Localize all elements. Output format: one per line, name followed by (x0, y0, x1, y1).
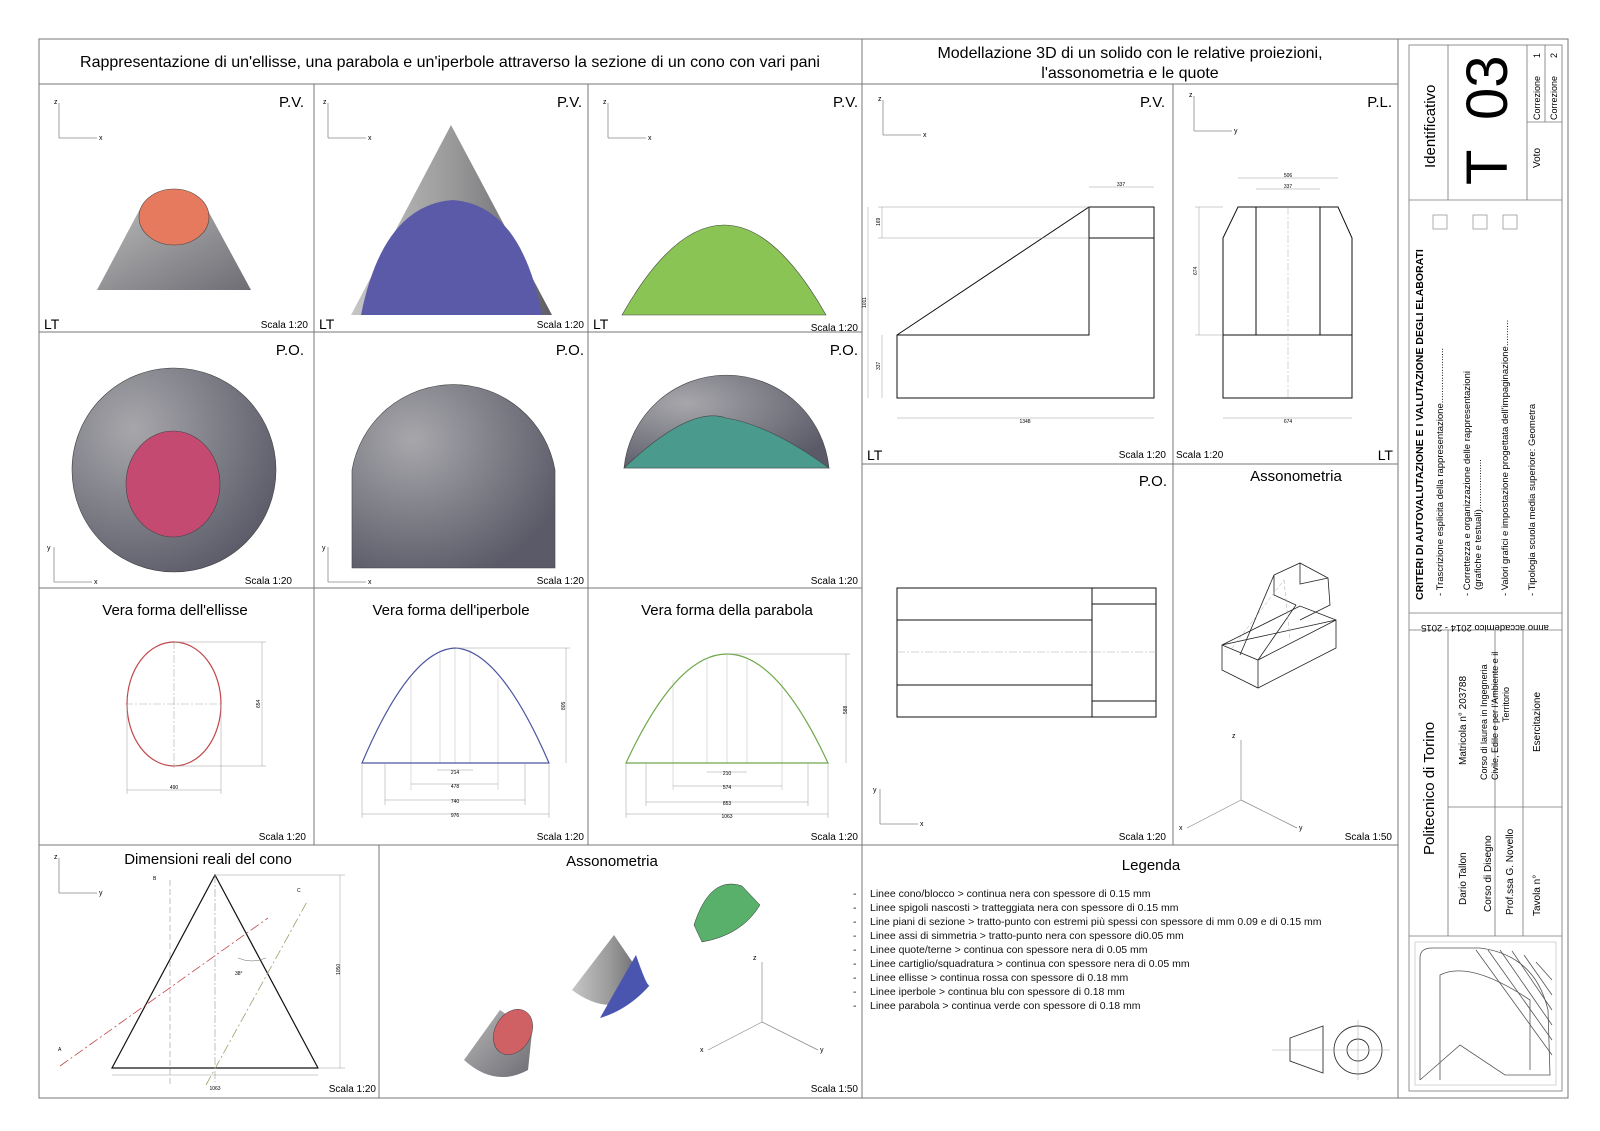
scale-label: Scala 1:20 (258, 832, 306, 843)
true-parabola-view (626, 602, 858, 843)
professor-name: Prof.ssa G. Novello (1505, 828, 1516, 915)
view-title: Vera forma dell'iperbole (372, 602, 530, 619)
view-label-pl: P.L. (1367, 94, 1392, 111)
axis-triad (59, 103, 97, 138)
axis-x-label: x (94, 579, 98, 586)
corso-laurea-1: Corso di laurea in Ingegneria (1479, 664, 1489, 780)
legend-item: - Linee spigoli nascosti > tratteggiata nera con spessore di 0.15 mm (870, 901, 1321, 915)
anno-accademico: anno accademico 2014 - 2015 (1421, 622, 1549, 633)
scale-label: Scala 1:20 (810, 576, 858, 587)
axis-triad (54, 547, 92, 582)
dim-674b: 674 (1283, 419, 1293, 425)
scale-label: Scala 1:20 (328, 1084, 376, 1095)
dim-805: 805 (561, 701, 567, 710)
solid-front-profile (897, 207, 1154, 398)
section-label-c: C (297, 888, 301, 894)
parabola-section (622, 225, 826, 315)
view-title: Assonometria (1250, 468, 1342, 485)
dimension-lines (362, 648, 570, 818)
criterio-2a: - Correttezza e organizzazione delle rappresentazioni (1462, 371, 1473, 596)
corso-laurea-2: Civile, Edile e per l'Ambiente e il (1490, 651, 1500, 780)
axis-triad (59, 858, 97, 893)
legend-item: - Linee iperbole > continua blu con spessore di 0.18 mm (870, 985, 1321, 999)
solid-axonometric-drawing (1222, 563, 1336, 688)
view-label-po: P.O. (275, 342, 304, 359)
axis-triad (880, 789, 918, 824)
scale-label: Scala 1:20 (536, 832, 584, 843)
left-section-title: Rappresentazione di un'ellisse, una parabola e un'iperbole attraverso la sezione di un cono con vari pani (80, 54, 820, 71)
true-ellipse-view (102, 602, 306, 843)
checkboxes (1433, 215, 1517, 229)
legend-item: - Linee ellisse > continua rossa con spessore di 0.18 mm (870, 971, 1321, 985)
axis-triad-3d (1187, 740, 1297, 828)
axis-z-label: z (1232, 733, 1236, 740)
dim-1063: 1063 (209, 1086, 221, 1092)
view-label-pv: P.V. (556, 94, 582, 111)
axis-triad (328, 103, 366, 138)
tavola-number: 03 (1455, 55, 1520, 120)
angle-label: 38° (235, 971, 243, 977)
esercitazione-label: Esercitazione (1532, 691, 1543, 752)
axis-y-label: y (1234, 128, 1238, 135)
identificativo-label: Identificativo (1422, 84, 1439, 168)
view-title: Dimensioni reali del cono (124, 851, 292, 868)
corso-laurea-3: Territorio (1501, 686, 1511, 722)
dim-214: 214 (450, 770, 460, 776)
axis-x-label: x (920, 821, 924, 828)
po-parabola-view (624, 342, 858, 587)
scale-label: Scala 1:20 (536, 320, 584, 331)
view-label-pv: P.V. (278, 94, 304, 111)
pv-ellipse-view (44, 94, 308, 332)
dim-674: 674 (1193, 266, 1199, 275)
dim-210: 210 (722, 771, 732, 777)
axis-y-label: y (820, 1047, 824, 1054)
ellipse-section-top (126, 431, 220, 537)
pv-hyperbola-view (319, 94, 584, 332)
view-label-po: P.O. (1138, 473, 1167, 490)
cone-axonometry-view (464, 853, 858, 1095)
solid-axonometry-view (1179, 468, 1392, 843)
scale-label: Scala 1:50 (1344, 832, 1392, 843)
dim-337: 337 (1116, 182, 1126, 188)
correzione-1-number: 1 (1532, 52, 1542, 58)
axis-y-label: y (322, 545, 326, 552)
solid-po-view (873, 473, 1167, 843)
dim-574: 574 (722, 785, 732, 791)
tavola-letter: T (1455, 149, 1520, 185)
solid-top-profile (897, 588, 1156, 717)
axis-triad (608, 103, 646, 138)
section-plane-a (60, 918, 268, 1066)
dim-490: 490 (169, 785, 179, 791)
axis-z-label: z (54, 854, 58, 861)
axis-y-label: y (47, 545, 51, 552)
legend-item: - Linee cono/blocco > continua nera con spessore di 0.15 mm (870, 887, 1321, 901)
dim-337b: 337 (876, 361, 882, 370)
scale-label: Scala 1:20 (1176, 450, 1224, 461)
dim-1011: 1011 (862, 297, 868, 308)
view-label-po: P.O. (555, 342, 584, 359)
axis-x-label: x (700, 1047, 704, 1054)
hyperbola-true-shape (362, 648, 549, 763)
scale-label: Scala 1:20 (810, 323, 858, 334)
lt-label: LT (867, 447, 883, 463)
lt-label: LT (1377, 447, 1393, 463)
sheet-frame (39, 39, 1568, 1098)
correzione-1-label: Correzione (1532, 75, 1542, 120)
dim-654: 654 (256, 699, 262, 708)
projection-symbol (1272, 1020, 1390, 1080)
dimension-lines (127, 642, 266, 794)
axis-y-label: y (873, 787, 877, 794)
dim-588: 588 (843, 705, 849, 714)
solid-side-profile (1223, 207, 1352, 398)
dim-1348: 1348 (1019, 419, 1031, 425)
dim-976: 976 (450, 813, 460, 819)
scale-label: Scala 1:20 (260, 320, 308, 331)
axis-triad (883, 100, 921, 135)
legend-list (870, 887, 1321, 1013)
true-hyperbola-view (362, 602, 584, 843)
axis-z-label: z (54, 99, 58, 106)
right-section-title-line2: l'assonometria e le quote (1041, 65, 1219, 82)
dim-478: 478 (450, 784, 460, 790)
ellipse-section (139, 189, 209, 245)
section-label-b: B (153, 876, 157, 882)
dim-337: 337 (1283, 184, 1293, 190)
axis-z-label: z (1189, 92, 1193, 99)
scale-label: Scala 1:20 (1118, 832, 1166, 843)
hyperbola-cone-3d (572, 935, 650, 1018)
axis-triad (1194, 96, 1232, 131)
student-name: Dario Tallon (1458, 852, 1469, 905)
truncated-cone-3d (464, 1002, 541, 1077)
dimension-lines (868, 187, 1154, 418)
university-logo (1415, 942, 1556, 1085)
tavola-label: Tavola n° (1532, 874, 1543, 916)
voto-label: Voto (1532, 147, 1543, 168)
criterio-1: - Trascrizione esplicita della rappresentazione..................... (1435, 347, 1446, 596)
axis-z-label: z (603, 99, 607, 106)
corso-disegno: Corso di Disegno (1483, 835, 1494, 912)
axis-y-label: y (99, 890, 103, 897)
politecnico-label: Politecnico di Torino (1421, 721, 1438, 855)
matricola: Matricola n° 203788 (1458, 675, 1469, 765)
legend-item: - Linee cartiglio/squadratura > continua con spessore nera di 0.05 mm (870, 957, 1321, 971)
dim-169: 169 (876, 217, 882, 226)
legend-item: - Linee quote/terne > continua con spessore nera di 0.05 mm (870, 943, 1321, 957)
criterio-4: - Tipologia scuola media superiore: Geometra (1527, 403, 1538, 596)
scale-label: Scala 1:20 (810, 832, 858, 843)
axis-x-label: x (99, 135, 103, 142)
dim-1050: 1050 (336, 963, 342, 975)
half-disk (352, 385, 555, 568)
view-title: Assonometria (566, 853, 658, 870)
criterio-3: - Valori grafici e impostazione progettata dell'impaginazione.......... (1500, 319, 1511, 596)
criteri-heading: CRITERI DI AUTOVALUTAZIONE E I VALUTAZIONE DEGLI ELABORATI (1414, 249, 1426, 600)
dim-740: 740 (450, 799, 460, 805)
po-hyperbola-view (322, 342, 584, 587)
correzione-2-label: Correzione (1549, 75, 1559, 120)
dimension-lines (626, 654, 850, 818)
axis-x-label: x (1179, 825, 1183, 832)
axis-z-label: z (323, 99, 327, 106)
axis-triad-3d (708, 962, 818, 1050)
axis-x-label: x (648, 135, 652, 142)
lt-label: LT (319, 316, 335, 332)
hyperbola-section (361, 200, 542, 315)
legend-item: - Line piani di sezione > tratto-punto con estremi più spessi con spessore di mm 0.09 e di 0.15 mm (870, 915, 1321, 929)
scale-label: Scala 1:20 (1118, 450, 1166, 461)
lt-label: LT (593, 316, 609, 332)
solid-pv-view (862, 94, 1166, 463)
scale-label: Scala 1:50 (810, 1084, 858, 1095)
correzione-2-number: 2 (1549, 52, 1559, 58)
axis-z-label: z (753, 955, 757, 962)
legend-item: - Linee assi di simmetria > tratto-punto nera con spessore di0.05 mm (870, 929, 1321, 943)
view-title: Vera forma della parabola (641, 602, 813, 619)
scale-label: Scala 1:20 (536, 576, 584, 587)
axis-z-label: z (878, 96, 882, 103)
scale-label: Scala 1:20 (244, 576, 292, 587)
criterio-2b: (grafiche e testuali)................... (1473, 459, 1484, 590)
dimension-lines (1195, 178, 1352, 418)
right-section-title-line1: Modellazione 3D di un solido con le relative proiezioni, (937, 45, 1323, 62)
pv-parabola-view (593, 94, 858, 334)
axis-x-label: x (368, 579, 372, 586)
dim-506: 506 (1283, 173, 1293, 179)
parabola-piece-3d (694, 884, 760, 942)
po-ellipse-view (47, 342, 304, 587)
legend-title: Legenda (1121, 857, 1181, 874)
dim-853: 853 (722, 801, 732, 807)
dim-1063: 1063 (721, 814, 733, 820)
view-label-po: P.O. (829, 342, 858, 359)
view-label-pv: P.V. (1139, 94, 1165, 111)
lt-label: LT (44, 316, 60, 332)
solid-pl-view (1176, 92, 1393, 463)
axis-x-label: x (368, 135, 372, 142)
axis-x-label: x (923, 132, 927, 139)
section-plane-c (206, 900, 308, 1085)
section-label-a: A (58, 1047, 62, 1053)
cone-dimensions-view (54, 851, 376, 1095)
axis-y-label: y (1299, 825, 1303, 832)
legend-item: - Linee parabola > continua verde con spessore di 0.18 mm (870, 999, 1321, 1013)
title-block (1409, 45, 1562, 1091)
view-title: Vera forma dell'ellisse (102, 602, 248, 619)
view-label-pv: P.V. (832, 94, 858, 111)
